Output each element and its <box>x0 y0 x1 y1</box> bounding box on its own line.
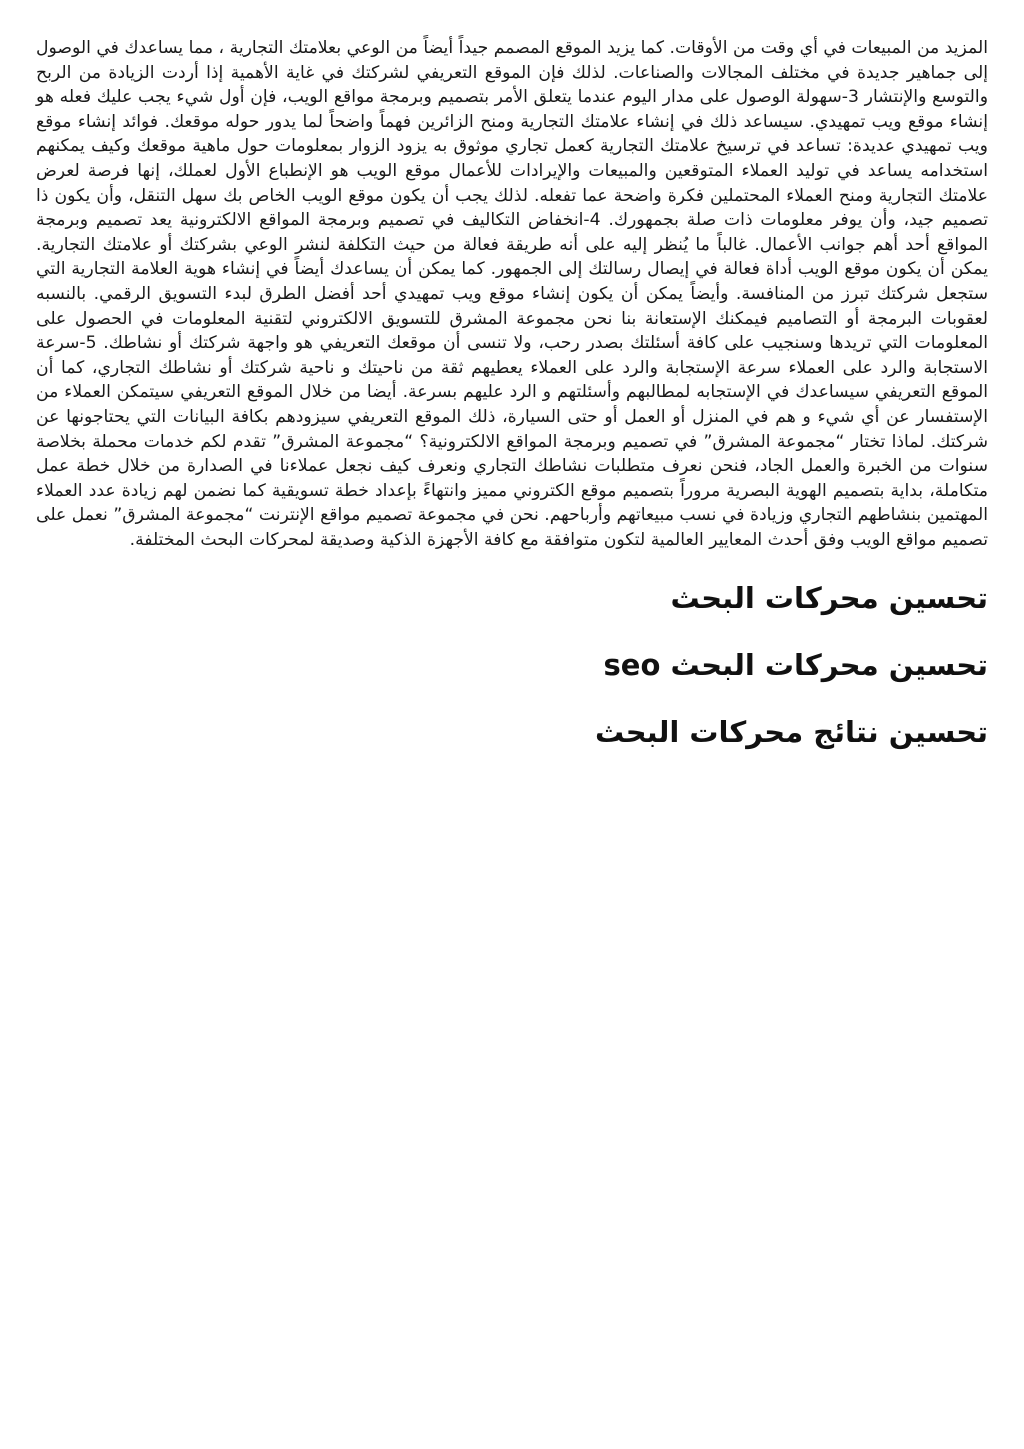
related-headings <box>36 578 988 752</box>
heading-seo-latin: تحسين محركات البحث seo <box>603 648 988 683</box>
heading-seo: تحسين محركات البحث <box>670 581 988 616</box>
heading-search-results: تحسين نتائج محركات البحث <box>595 715 988 750</box>
article-paragraph: المزيد من المبيعات في أي وقت من الأوقات. كما يزيد الموقع المصمم جيداً أيضاً من الوعي بعلامتك التجارية ، مما يساعدك في الوصول إلى جماهير جديدة في مختلف المجالات والصناعات. لذلك فإن الموقع التعريفي لشركتك في غاية الأهمية إذا أردت الزيادة من الربح والتوسع والإنتشار 3-سهولة الوصول على مدار اليوم عندما يتعلق الأمر بتصميم وبرمجة مواقع الويب، فإن أول شيء يجب عليك فعله هو إنشاء موقع ويب تمهيدي. سيساعد ذلك في إنشاء علامتك التجارية ومنح الزائرين فهماً واضحاً لما يدور حوله موقعك. فوائد إنشاء موقع ويب تمهيدي عديدة: تساعد في ترسيخ علامتك التجارية كعمل تجاري موثوق به يزود الزوار بمعلومات حول ماهية موقعك وكيف يمكنهم استخدامه يساعد في توليد العملاء المتوقعين والمبيعات والإيرادات للأعمال موقع الويب هو الإنطباع الأول لعملك، إنها فرصة لعرض علامتك التجارية ومنح العملاء المحتملين فكرة واضحة عما تفعله. لذلك يجب أن يكون موقع الويب الخاص بك سهل التنقل، وأن يكون ذا تصميم جيد، وأن يوفر معلومات ذات صلة بجمهورك. 4-انخفاض التكاليف في تصميم وبرمجة المواقع الالكترونية يعد تصميم وبرمجة المواقع أحد أهم جوانب الأعمال. غالباً ما يُنظر إليه على أنه طريقة فعالة من حيث التكلفة لنشر الوعي بشركتك أو علامتك التجارية. يمكن أن يكون موقع الويب أداة فعالة في إيصال رسالتك إلى الجمهور. كما يمكن أن يساعدك أيضاً في إنشاء هوية العلامة التجارية التي ستجعل شركتك تبرز من المنافسة. وأيضاً يمكن أن يكون إنشاء موقع ويب تمهيدي أحد أفضل الطرق لبدء التسويق الرقمي. بالنسبه لعقوبات البرمجة أو التصاميم فيمكنك الإستعانة بنا نحن مجموعة المشرق للتسويق الالكتروني لتقنية المعلومات في الحصول على المعلومات التي تريدها وسنجيب على كافة أسئلتك بصدر رحب، ولا تنسى أن موقعك التعريفي هو واجهة شركتك أو نشاطك. 5-سرعة الاستجابة والرد على العملاء سرعة الإستجابة والرد على العملاء يعطيهم ثقة من ناحيتك و ناحية شركتك أو نشاطك التجاري، كما أن الموقع التعريفي سيساعدك في الإستجابه لمطالبهم وأسئلتهم و الرد عليهم بسرعة. أيضا من خلال الموقع التعريفي سيتمكن العملاء من الإستفسار عن أي شيء و هم في المنزل أو العمل أو حتى السيارة، ذلك الموقع التعريفي سيزودهم بكافة البيانات التي يحتاجونها عن شركتك. لماذا تختار “مجموعة المشرق” في تصميم وبرمجة المواقع الالكترونية؟ “مجموعة المشرق” تقدم لكم خدمات محملة بخلاصة سنوات من الخبرة والعمل الجاد، فنحن نعرف متطلبات نشاطك التجاري ونعرف كيف نجعل عملاءنا في الصدارة من خلال خطة عمل متكاملة، بداية بتصميم الهوية البصرية مروراً بتصميم موقع الكتروني مميز وانتهاءً بإعداد خطة تسويقية كما نضمن لهم زيادة عدد العملاء المهتمين بنشاطهم التجاري وزيادة في نسب مبيعاتهم وأرباحهم. نحن في مجموعة تصميم مواقع الإنترنت “مجموعة المشرق” نعمل على تصميم مواقع الويب وفق أحدث المعايير العالمية لتكون متوافقة مع كافة الأجهزة الذكية وصديقة لمحركات البحث المختلفة. <box>36 38 988 550</box>
